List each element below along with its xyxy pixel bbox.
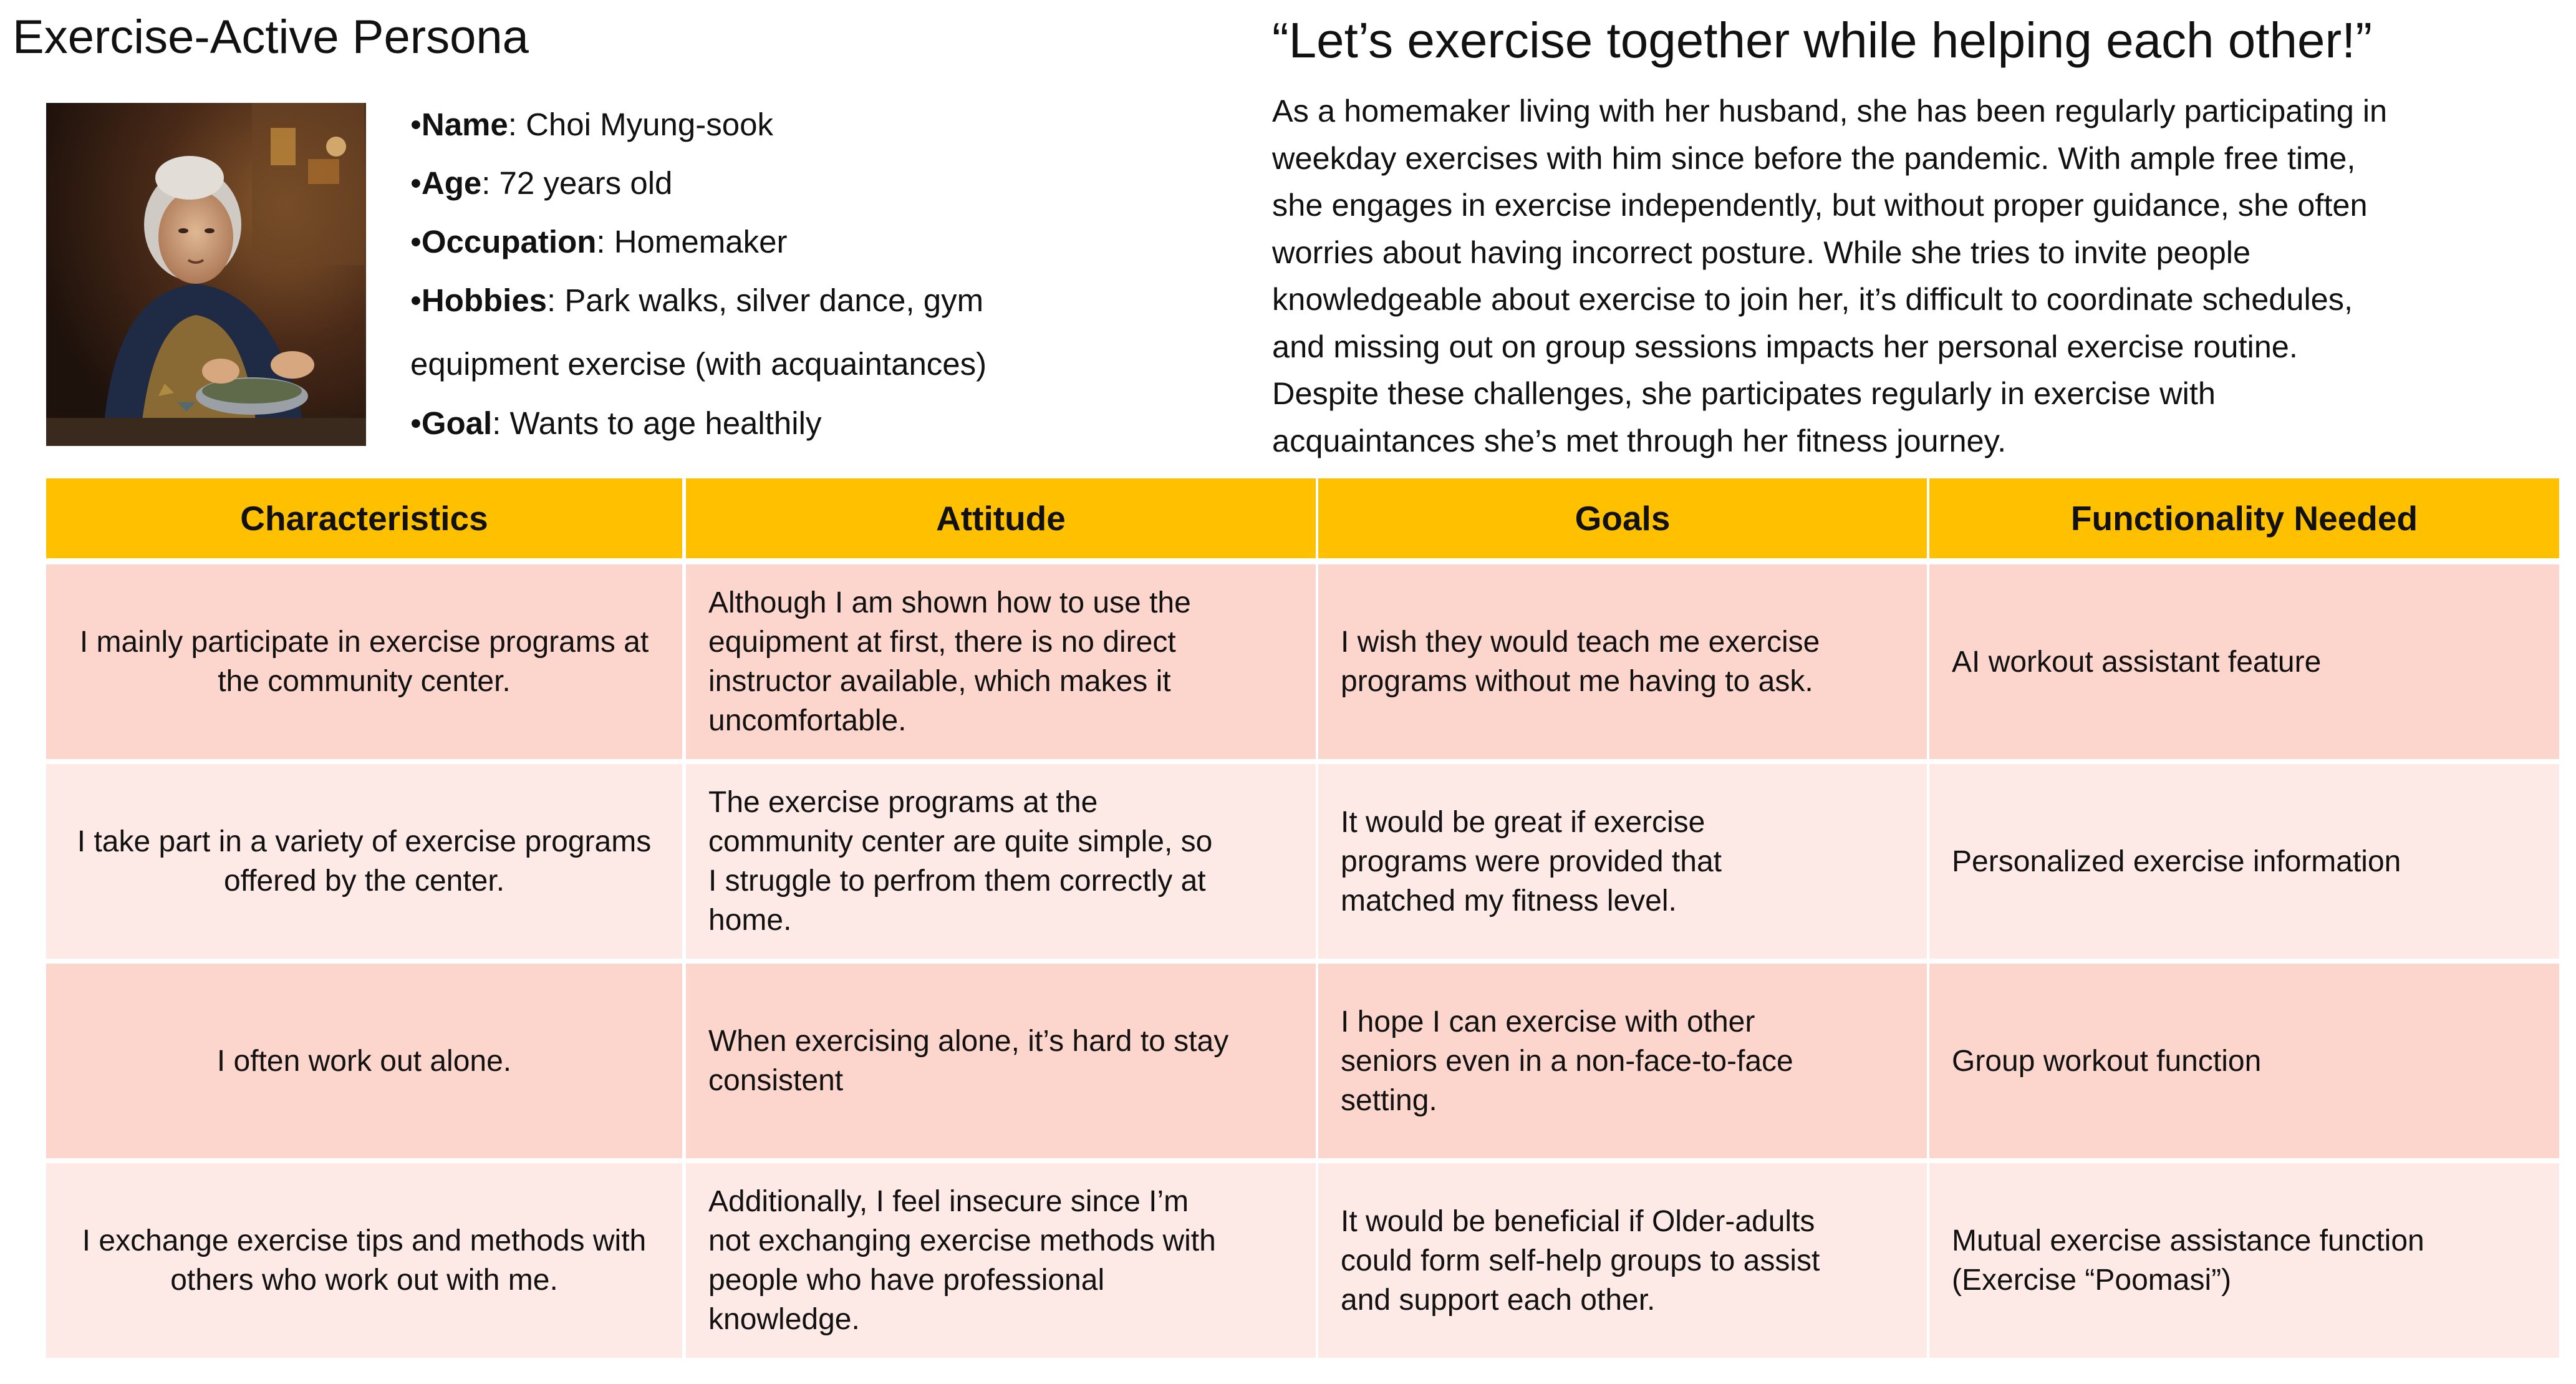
cell-line: (Exercise “Poomasi”) bbox=[1952, 1264, 2232, 1297]
cell-line: could form self-help groups to assist bbox=[1341, 1244, 1820, 1277]
bullet: • bbox=[410, 224, 422, 259]
persona-bio bbox=[1272, 87, 2532, 464]
attitude-cell bbox=[686, 764, 1316, 959]
cell-line: I exchange exercise tips and methods with bbox=[82, 1224, 647, 1257]
attitude-cell bbox=[686, 564, 1316, 759]
cell-line: community center are quite simple, so bbox=[708, 825, 1213, 858]
cell-line: programs without me having to ask. bbox=[1341, 665, 1813, 698]
cell-line: consistent bbox=[708, 1064, 844, 1097]
cell-text bbox=[1952, 1221, 2424, 1300]
profile-hobbies-value: : Park walks, silver dance, gym bbox=[547, 283, 984, 318]
cell-line: The exercise programs at the bbox=[708, 786, 1098, 819]
cell-line: and support each other. bbox=[1341, 1283, 1656, 1317]
profile-goal-label: Goal bbox=[421, 405, 493, 441]
bio-line: she engages in exercise independently, but without proper guidance, she often bbox=[1272, 187, 2368, 223]
profile-goal bbox=[410, 405, 821, 442]
cell-line: Group workout function bbox=[1952, 1044, 2262, 1078]
attitude-cell bbox=[686, 964, 1316, 1158]
cell-text bbox=[708, 1182, 1216, 1339]
characteristics-cell bbox=[46, 564, 682, 759]
cell-text bbox=[1341, 622, 1820, 701]
header-characteristics: Characteristics bbox=[46, 478, 682, 558]
persona-table bbox=[46, 478, 2559, 1364]
cell-line: programs were provided that bbox=[1341, 844, 1722, 878]
cell-text bbox=[80, 622, 649, 701]
profile-name-label: Name bbox=[421, 107, 508, 142]
cell-text bbox=[1341, 1002, 1793, 1120]
cell-line: uncomfortable. bbox=[708, 704, 907, 737]
profile-goal-value: : Wants to age healthily bbox=[492, 405, 822, 441]
goals-cell bbox=[1318, 564, 1927, 759]
cell-line: setting. bbox=[1341, 1083, 1437, 1117]
cell-text bbox=[1341, 803, 1722, 921]
profile-hobbies bbox=[410, 282, 983, 319]
goals-cell bbox=[1318, 964, 1927, 1158]
persona-title: Exercise-Active Persona bbox=[12, 11, 529, 64]
profile-occupation-value: : Homemaker bbox=[596, 224, 788, 259]
cell-line: instructor available, which makes it bbox=[708, 665, 1171, 698]
characteristics-cell bbox=[46, 964, 682, 1158]
cell-line: matched my fitness level. bbox=[1341, 884, 1677, 917]
cell-line: It would be great if exercise bbox=[1341, 805, 1705, 839]
bullet: • bbox=[410, 283, 422, 318]
cell-line: people who have professional bbox=[708, 1264, 1105, 1297]
profile-age-label: Age bbox=[421, 165, 482, 201]
cell-line: I struggle to perfrom them correctly at bbox=[708, 864, 1206, 898]
cell-line: the community center. bbox=[218, 665, 511, 698]
header-functionality-needed: Functionality Needed bbox=[1929, 478, 2559, 558]
characteristics-cell bbox=[46, 764, 682, 959]
goals-cell bbox=[1318, 764, 1927, 959]
cell-text bbox=[708, 783, 1212, 940]
cell-line: home. bbox=[708, 904, 792, 937]
elderly-woman-cooking-photo bbox=[46, 103, 366, 446]
cell-line: Personalized exercise information bbox=[1952, 844, 2401, 878]
bullet: • bbox=[410, 165, 422, 201]
profile-occupation-label: Occupation bbox=[421, 224, 597, 259]
cell-line: equipment at first, there is no direct bbox=[708, 626, 1176, 659]
cell-text bbox=[708, 1022, 1228, 1100]
cell-line: seniors even in a non-face-to-face bbox=[1341, 1044, 1793, 1078]
functionality-cell bbox=[1929, 564, 2559, 759]
profile-occupation bbox=[410, 223, 787, 260]
cell-text bbox=[1341, 1202, 1820, 1320]
bio-line: Despite these challenges, she participates regularly in exercise with bbox=[1272, 375, 2216, 411]
cell-text bbox=[1952, 842, 2401, 881]
cell-text bbox=[708, 583, 1191, 740]
bullet: • bbox=[410, 405, 422, 441]
cell-text bbox=[77, 822, 651, 901]
cell-line: not exchanging exercise methods with bbox=[708, 1224, 1216, 1257]
cell-line: It would be beneficial if Older-adults bbox=[1341, 1204, 1815, 1238]
profile-name bbox=[410, 106, 773, 143]
cell-line: I take part in a variety of exercise programs bbox=[77, 825, 652, 858]
cell-text bbox=[1952, 1042, 2261, 1081]
profile-hobbies-continued: equipment exercise (with acquaintances) bbox=[410, 346, 987, 382]
cell-line: AI workout assistant feature bbox=[1952, 645, 2322, 679]
bio-line: acquaintances she’s met through her fitness journey. bbox=[1272, 422, 2007, 458]
functionality-cell bbox=[1929, 964, 2559, 1158]
persona-quote: “Let’s exercise together while helping each other!” bbox=[1272, 12, 2372, 68]
cell-line: I wish they would teach me exercise bbox=[1341, 626, 1820, 659]
cell-text bbox=[82, 1221, 647, 1300]
profile-hobbies-label: Hobbies bbox=[421, 283, 548, 318]
cell-text bbox=[1952, 642, 2321, 682]
profile-age-value: : 72 years old bbox=[481, 165, 673, 201]
cell-line: Mutual exercise assistance function bbox=[1952, 1224, 2424, 1257]
cell-line: Additionally, I feel insecure since I’m bbox=[708, 1185, 1189, 1218]
bio-line: worries about having incorrect posture. While she tries to invite people bbox=[1272, 234, 2251, 270]
persona-photo bbox=[46, 103, 366, 446]
cell-line: knowledge. bbox=[708, 1303, 860, 1336]
cell-line: I hope I can exercise with other bbox=[1341, 1005, 1755, 1038]
bio-line: As a homemaker living with her husband, she has been regularly participating in bbox=[1272, 93, 2388, 128]
cell-line: I often work out alone. bbox=[216, 1044, 512, 1078]
cell-line: I mainly participate in exercise programs at bbox=[79, 626, 649, 659]
functionality-cell bbox=[1929, 764, 2559, 959]
functionality-cell bbox=[1929, 1163, 2559, 1358]
profile-name-value: : Choi Myung-sook bbox=[508, 107, 773, 142]
attitude-cell bbox=[686, 1163, 1316, 1358]
cell-line: Although I am shown how to use the bbox=[708, 586, 1191, 619]
cell-line: offered by the center. bbox=[223, 864, 505, 898]
bullet: • bbox=[410, 107, 422, 142]
header-attitude: Attitude bbox=[686, 478, 1316, 558]
cell-line: When exercising alone, it’s hard to stay bbox=[708, 1025, 1229, 1058]
bio-line: and missing out on group sessions impacts her personal exercise routine. bbox=[1272, 328, 2298, 364]
cell-text bbox=[217, 1042, 511, 1081]
cell-line: others who work out with me. bbox=[170, 1264, 558, 1297]
profile-age bbox=[410, 165, 672, 201]
header-goals: Goals bbox=[1318, 478, 1927, 558]
characteristics-cell bbox=[46, 1163, 682, 1358]
bio-line: knowledgeable about exercise to join her, it’s difficult to coordinate schedules, bbox=[1272, 281, 2353, 317]
goals-cell bbox=[1318, 1163, 1927, 1358]
bio-line: weekday exercises with him since before the pandemic. With ample free time, bbox=[1272, 140, 2356, 176]
